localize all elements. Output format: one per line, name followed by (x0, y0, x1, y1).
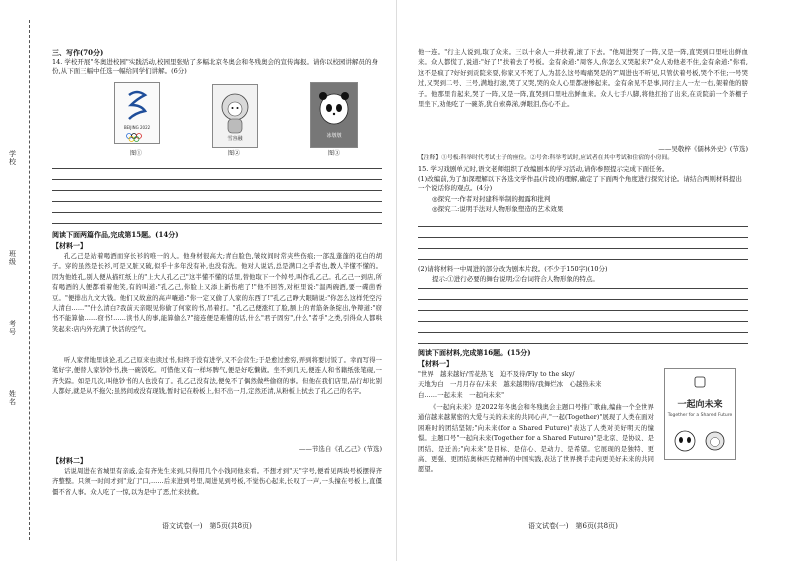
material-2-continued: 他一连。"行主人说到,取了众来。三以十余人一并扶着,滚了下去。"他周进哭了一阵,又是一阵,直哭到口里吐出鲜血来。众人都慌了,说道:"好了!"扶着去了号板。金有余道:"周客人,你怎么又哭起来?"众人劝他老不住,金有余道:"你看,这不是疯了?好好到贡院来耍,你家又不死了人,为甚么这号啕痛哭是的?"周进也不听见,只管伏着号板,哭个不住;一号哭过,又哭到二号、三号,满地打滚,哭了又哭,哭的众人心里都凄惨起来。金有余见不是事,同行主人一左一右,架着他的膀子。他那里肯起来,哭了一阵,又是一阵,直哭到口里吐出鲜血来。众人七手八脚,将他扛抬了出来,在贡院前一个茶棚子里坐下,劝他吃了一碗茶,犹自索鼻涕,弹眼泪,伤心不止。 (418, 49, 748, 109)
page-footer: 语文试卷(一) 第6页(共8页) (528, 522, 618, 530)
binding-label: 姓名 (9, 390, 16, 406)
beijing-emblem-icon (115, 83, 159, 143)
answer-area-q15-1[interactable] (418, 216, 748, 260)
answer-area-q14[interactable] (52, 158, 382, 224)
song-poster-icon (665, 369, 735, 459)
lyric-line: 白……一起未来 一起向未来" (418, 391, 505, 399)
reading-intro: 阅读下面两篇作品,完成第15题。(14分) (52, 230, 179, 239)
figure-label: 图② (228, 150, 241, 157)
svg-text:Together for a Shared Future: Together for a Shared Future (667, 413, 733, 418)
reading2-intro: 阅读下面材料,完成第16题。(15分) (418, 348, 531, 357)
figure-label: 图③ (328, 150, 341, 157)
lyric-line: 天地为白 一月月存在/未来 越来越期待/我舞烂冰 心越热未来 (418, 381, 602, 389)
probe-option-1: ◎探究一:作者对封建科举制的揭露和批判 (432, 195, 551, 203)
svg-text:BEIJING 2022: BEIJING 2022 (123, 125, 151, 130)
question-15: 15. 学习戏剧单元时,语文老师组织了改编剧本的学习活动,请你参照提示完成下面任务。 (418, 165, 669, 173)
poster-shuey-rhon-rhon (212, 84, 258, 148)
figure-label: 图① (130, 150, 143, 157)
page-footer: 语文试卷(一) 第5页(共8页) (162, 522, 252, 530)
material-1-paragraph: 孔乙己是站着喝酒而穿长衫的唯一的人。他身材很高大;青白脸色,皱纹间时常夹些伤痕;一部乱蓬蓬的花白的胡子。穿的虽然是长衫,可是又脏又破,似乎十多年没有补,也没有洗。他对人说话,总是满口之乎者也,教人半懂不懂的。因为他姓孔,别人便从描红纸上的"上大人孔乙己"这半懂不懂的话里,替他取下一个绰号,叫作孔乙己。孔乙己一到店,所有喝酒的人便都看着他笑,有的叫道:"孔乙己,你脸上又添上新伤疤了!"他不回答,对柜里说:"温两碗酒,要一碟茴香豆。"便排出九文大钱。他们又故意的高声嚷道:"你一定又偷了人家的东西了!"孔乙己睁大眼睛说:"你怎么这样凭空污人清白……""什么清白?我前天亲眼见你偷了何家的书,吊着打。"孔乙己便涨红了脸,额上的青筋条条绽出,争辩道:"窃书不能算偷……窃书!……读书人的事,能算偷么?"接连便是难懂的话,什么"君子固穷",什么"者乎"之类,引得众人都哄笑起来:店内外充满了快活的空气。 (52, 253, 382, 333)
poster-beijing2022 (114, 82, 160, 144)
section-title: 三、写作(70分) (52, 48, 104, 57)
binding-label: 考号 (9, 320, 16, 336)
material-1-paragraph: 听人家背地里谈论,孔乙己原来也读过书,但终于没有进学,又不会营生;于是愈过愈穷,弄到将要讨饭了。幸而写得一笔好字,便替人家钞钞书,换一碗饭吃。可惜他又有一样坏脾气,便是好吃懒做。坐不到几天,便连人和书籍纸张笔砚,一齐失踪。如是几次,叫他钞书的人也没有了。孔乙己没有法,便免不了偶然做些偷窃的事。但他在我们店里,品行却比别人都好,就是从不拖欠;虽然间或没有现钱,暂时记在粉板上,但不出一月,定然还清,从粉板上拭去了孔乙己的名字。 (52, 357, 382, 396)
poster-bing-dwen-dwen (310, 82, 358, 148)
probe-option-2: ◎探究二:说明手法对人物形象塑造的艺术效果 (432, 205, 564, 213)
lantern-mascot-icon (213, 85, 257, 147)
binding-dashed-line (29, 20, 30, 540)
material-1-heading: 【材料一】 (418, 359, 453, 368)
page-divider (396, 0, 397, 561)
song-lyrics (418, 370, 654, 401)
svg-text:冰墩墩: 冰墩墩 (326, 133, 342, 139)
question-14: 14. 学校开展"冬奥进校园"实践活动,校园里张贴了多幅北京冬奥会和冬残奥会的宣传海报。请你以校园讲解员的身份,从下面三幅中任选一幅给同学们讲解。(6分) (52, 58, 378, 75)
footnote: 【注释】①号板:科举时代考试士子的座位。②号舍:科举考试时,应试者在其中考试和住宿的小房间。 (418, 155, 674, 161)
question-15-2: (2)请将材料一中周进的部分改为剧本片段。(不少于150字)(10分) (418, 265, 608, 273)
left-page (52, 0, 382, 561)
binding-strip (0, 0, 48, 561)
svg-text:雪容融: 雪容融 (227, 136, 243, 142)
material-2-paragraph: 话说周进在省城里有亲戚,金有齐先生来到,只得用几个小钱同他来看。不想才到"天"字号,便看见两块号板摆得齐齐整整。只须一时间才到"龙门"口,……后来进到号里,周进见到号板,不觉伤心起来,长叹了一声,一头撞在号板上,直僵僵不省人事。众人吃了一惊,以为是中了恶,忙来扶救。 (52, 468, 382, 496)
question-15-2-hint: 提示:①进行必要的舞台说明;②台词符合人物形象的特点。 (432, 275, 599, 283)
material-2-heading: 【材料二】 (52, 456, 87, 465)
panda-mascot-icon (311, 83, 357, 147)
binding-label: 班级 (9, 250, 16, 266)
material-1-heading: 【材料一】 (52, 241, 87, 250)
material-1-paragraph: 《一起向未来》是2022年冬奥会和冬残奥会主题口号推广歌曲,编曲一个全世界通信越来越紧密的大爱与关的未来的共同心声,"一起(Together)"展现了人类在面对困难时的团结坚韧;"向未来(for a Shared Future)"表达了人类对美好明天的憧憬。主题口号"一起向未来(Together for a Shared Future)"是北京、是协议、是团结、是迁善;"向未来"是目标、是信心、是动力、是希望。它展现的是独特、更高、更强、更团结奥林匹克精神的中国实践,表达了世界携手走向更美好未来的共同愿望。 (418, 404, 654, 474)
lyric-line: "世界 越来越好/雪花热飞 迫不及待/Fly to the sky/ (418, 371, 575, 378)
question-15-1: (1)改编前,为了加深理解以下各选文学作品(片段)的理解,确定了下面两个角度进行探究讨论。请结合两则材料提出一个说话你的观点。(4分) (418, 175, 742, 192)
material-1-source: ——节选自《孔乙己》(节选) (298, 445, 382, 453)
material-2-source: ——吴敬梓《儒林外史》(节选) (658, 145, 748, 153)
svg-text:一起向未来: 一起向未来 (677, 400, 723, 410)
binding-label: 学校 (9, 150, 16, 166)
right-page (418, 0, 748, 561)
poster-together-for-shared-future (664, 368, 736, 460)
answer-area-q15-2[interactable] (418, 278, 748, 344)
